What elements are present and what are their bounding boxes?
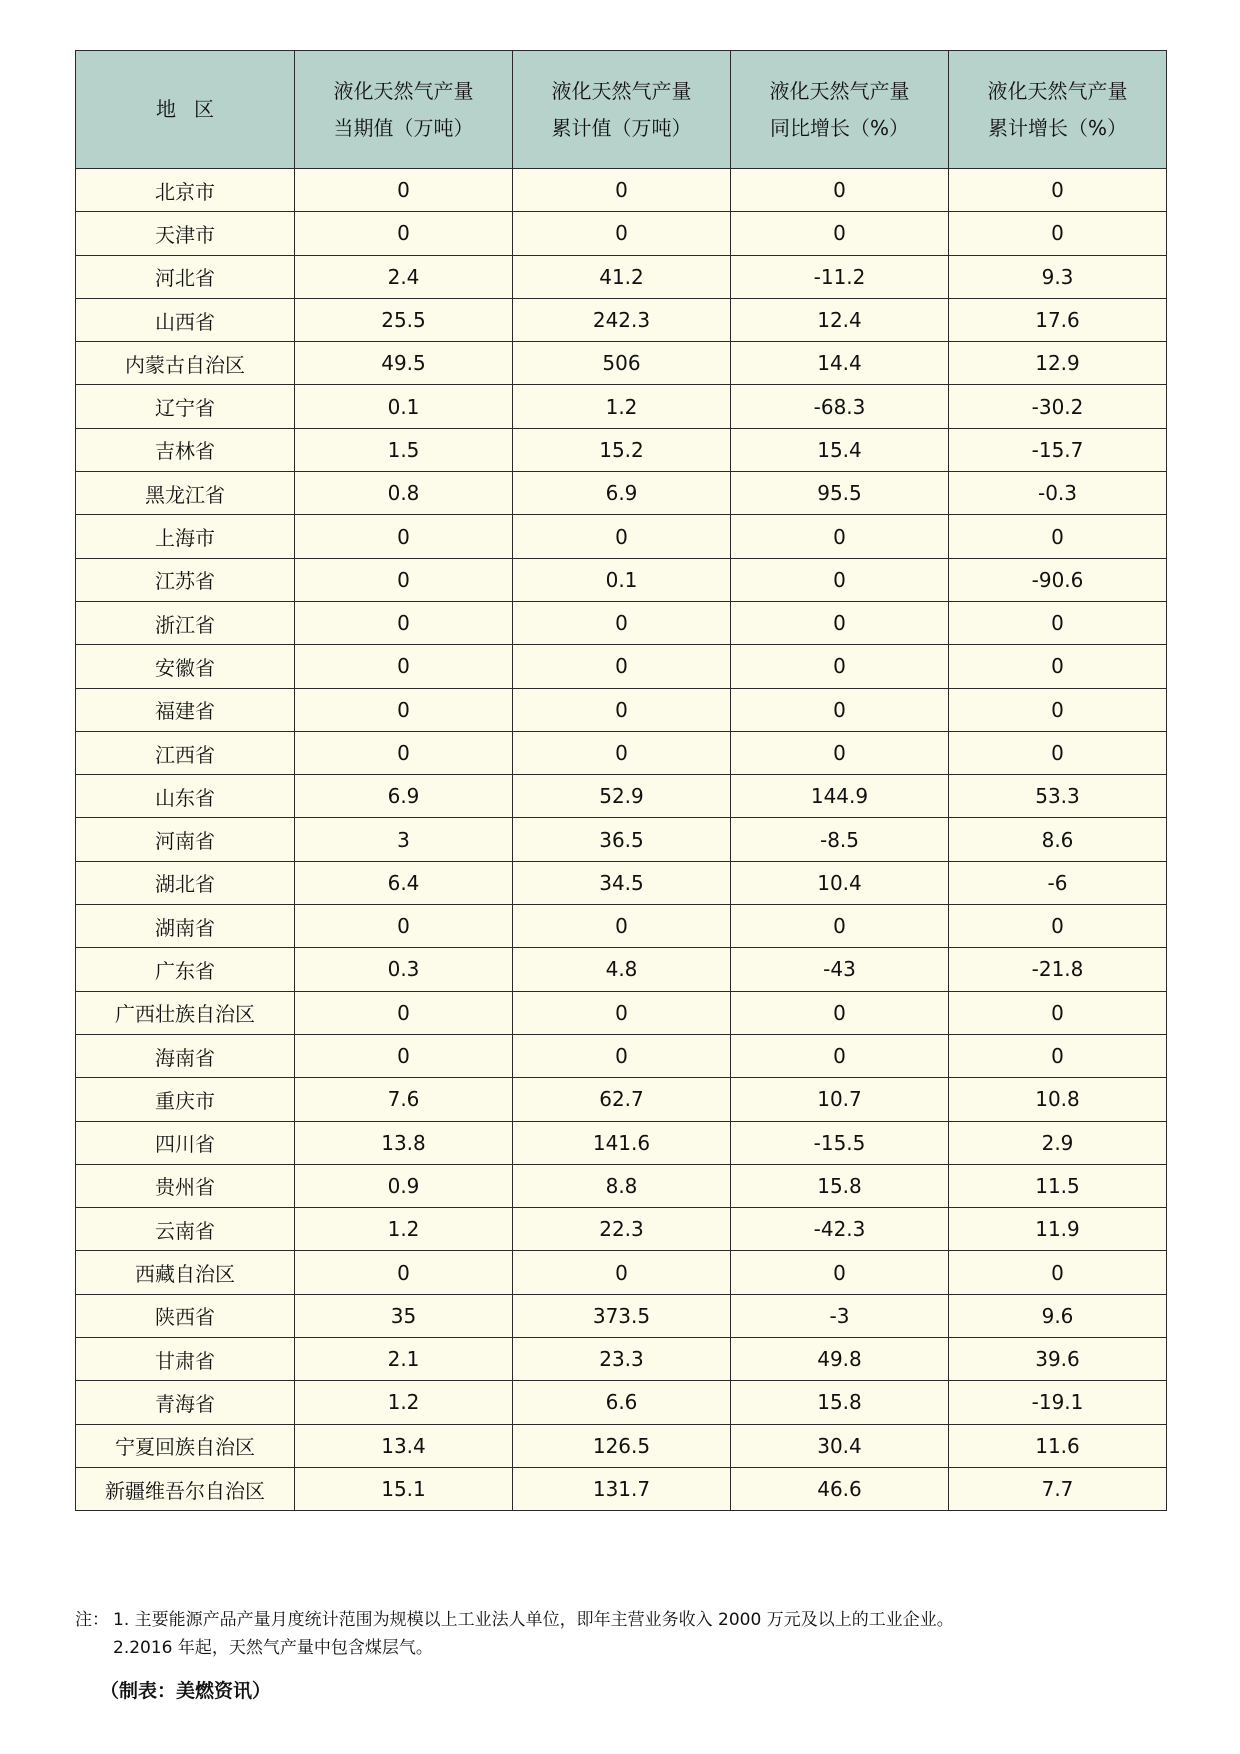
value-cell: 22.3 [513, 1208, 731, 1251]
header-col-3 [731, 51, 949, 169]
value-cell: 39.6 [949, 1338, 1167, 1381]
region-cell: 云南省 [76, 1208, 295, 1251]
value-cell: 0 [949, 601, 1167, 644]
header-col-2 [513, 51, 731, 169]
table-header [76, 51, 1167, 169]
value-cell: 15.2 [513, 428, 731, 471]
value-cell: -3 [731, 1294, 949, 1337]
value-cell: 1.2 [295, 1381, 513, 1424]
value-cell: 30.4 [731, 1424, 949, 1467]
value-cell: 4.8 [513, 948, 731, 991]
value-cell: 49.8 [731, 1338, 949, 1381]
value-cell: -30.2 [949, 385, 1167, 428]
note-label: 注： [75, 1610, 109, 1630]
table-row [76, 1164, 1167, 1207]
region-cell: 内蒙古自治区 [76, 342, 295, 385]
value-cell: 2.4 [295, 255, 513, 298]
header-line: 液化天然气产量 [987, 78, 1128, 103]
value-cell: 0.3 [295, 948, 513, 991]
value-cell: 0 [513, 645, 731, 688]
value-cell: 36.5 [513, 818, 731, 861]
header-line: 液化天然气产量 [769, 78, 910, 103]
value-cell: 62.7 [513, 1078, 731, 1121]
value-cell: 6.9 [295, 775, 513, 818]
value-cell: 0 [949, 905, 1167, 948]
region-cell: 甘肃省 [76, 1338, 295, 1381]
value-cell: 0 [295, 1251, 513, 1294]
value-cell: 95.5 [731, 472, 949, 515]
value-cell: 0 [295, 515, 513, 558]
region-cell: 广东省 [76, 948, 295, 991]
value-cell: 0 [731, 1251, 949, 1294]
region-cell: 重庆市 [76, 1078, 295, 1121]
value-cell: 0 [731, 645, 949, 688]
value-cell: 0 [949, 1251, 1167, 1294]
value-cell: -19.1 [949, 1381, 1167, 1424]
region-cell: 河北省 [76, 255, 295, 298]
value-cell: 0 [513, 905, 731, 948]
header-line: 累计增长（%） [987, 115, 1127, 140]
value-cell: 0.8 [295, 472, 513, 515]
table-row [76, 428, 1167, 471]
table-row [76, 991, 1167, 1034]
value-cell: -42.3 [731, 1208, 949, 1251]
table-row [76, 1078, 1167, 1121]
value-cell: 0 [731, 991, 949, 1034]
value-cell: 141.6 [513, 1121, 731, 1164]
region-cell: 江苏省 [76, 558, 295, 601]
region-cell: 河南省 [76, 818, 295, 861]
value-cell: 0 [731, 1034, 949, 1077]
value-cell: 15.4 [731, 428, 949, 471]
value-cell: 53.3 [949, 775, 1167, 818]
table-row [76, 255, 1167, 298]
value-cell: 3 [295, 818, 513, 861]
value-cell: -15.7 [949, 428, 1167, 471]
header-line: 累计值（万吨） [551, 115, 692, 140]
value-cell: 1.2 [513, 385, 731, 428]
header-row [76, 51, 1167, 169]
table-row [76, 1424, 1167, 1467]
region-cell: 黑龙江省 [76, 472, 295, 515]
table-row [76, 948, 1167, 991]
value-cell: 0 [949, 688, 1167, 731]
region-cell: 陕西省 [76, 1294, 295, 1337]
value-cell: 6.4 [295, 861, 513, 904]
value-cell: 0 [513, 601, 731, 644]
header-col-4 [949, 51, 1167, 169]
value-cell: 35 [295, 1294, 513, 1337]
region-cell: 新疆维吾尔自治区 [76, 1467, 295, 1510]
table-row [76, 1294, 1167, 1337]
value-cell: 0 [513, 1251, 731, 1294]
value-cell: 0 [949, 1034, 1167, 1077]
value-cell: 0.9 [295, 1164, 513, 1207]
value-cell: 0 [513, 731, 731, 774]
value-cell: 1.2 [295, 1208, 513, 1251]
value-cell: 13.8 [295, 1121, 513, 1164]
header-line: 当期值（万吨） [333, 115, 474, 140]
table-row [76, 385, 1167, 428]
table-row [76, 861, 1167, 904]
region-cell: 北京市 [76, 169, 295, 212]
table-body [76, 169, 1167, 1511]
value-cell: 14.4 [731, 342, 949, 385]
value-cell: 0 [949, 731, 1167, 774]
table-row [76, 1381, 1167, 1424]
region-cell: 贵州省 [76, 1164, 295, 1207]
value-cell: 0 [949, 645, 1167, 688]
value-cell: 373.5 [513, 1294, 731, 1337]
value-cell: 506 [513, 342, 731, 385]
value-cell: 6.9 [513, 472, 731, 515]
value-cell: 0 [731, 169, 949, 212]
value-cell: -90.6 [949, 558, 1167, 601]
value-cell: 0 [731, 558, 949, 601]
value-cell: 2.1 [295, 1338, 513, 1381]
table-row [76, 731, 1167, 774]
value-cell: 13.4 [295, 1424, 513, 1467]
value-cell: 41.2 [513, 255, 731, 298]
value-cell: 49.5 [295, 342, 513, 385]
header-line: 液化天然气产量 [551, 78, 692, 103]
value-cell: 9.3 [949, 255, 1167, 298]
value-cell: 10.4 [731, 861, 949, 904]
table-row [76, 472, 1167, 515]
value-cell: 1.5 [295, 428, 513, 471]
region-cell: 青海省 [76, 1381, 295, 1424]
value-cell: 15.1 [295, 1467, 513, 1510]
value-cell: -68.3 [731, 385, 949, 428]
table-row [76, 212, 1167, 255]
header-col-1 [295, 51, 513, 169]
table-row [76, 1121, 1167, 1164]
value-cell: 242.3 [513, 298, 731, 341]
region-cell: 江西省 [76, 731, 295, 774]
region-cell: 四川省 [76, 1121, 295, 1164]
value-cell: 0 [731, 601, 949, 644]
value-cell: 0 [295, 601, 513, 644]
value-cell: 12.9 [949, 342, 1167, 385]
value-cell: 0 [949, 991, 1167, 1034]
value-cell: 7.6 [295, 1078, 513, 1121]
header-line: 液化天然气产量 [333, 78, 474, 103]
header-line: 同比增长（%） [769, 115, 909, 140]
value-cell: 0 [295, 688, 513, 731]
value-cell: 0 [295, 991, 513, 1034]
value-cell: 23.3 [513, 1338, 731, 1381]
value-cell: 0 [949, 212, 1167, 255]
value-cell: -6 [949, 861, 1167, 904]
table-row [76, 775, 1167, 818]
value-cell: 52.9 [513, 775, 731, 818]
region-cell: 西藏自治区 [76, 1251, 295, 1294]
region-cell: 湖南省 [76, 905, 295, 948]
region-cell: 宁夏回族自治区 [76, 1424, 295, 1467]
region-cell: 辽宁省 [76, 385, 295, 428]
region-cell: 吉林省 [76, 428, 295, 471]
value-cell: 11.5 [949, 1164, 1167, 1207]
value-cell: 0 [513, 991, 731, 1034]
value-cell: 0 [731, 212, 949, 255]
value-cell: 34.5 [513, 861, 731, 904]
value-cell: 0 [295, 731, 513, 774]
value-cell: 10.7 [731, 1078, 949, 1121]
value-cell: 0.1 [295, 385, 513, 428]
value-cell: -8.5 [731, 818, 949, 861]
table-row [76, 558, 1167, 601]
table-row [76, 298, 1167, 341]
region-cell: 天津市 [76, 212, 295, 255]
value-cell: 0 [513, 212, 731, 255]
value-cell: 0 [949, 515, 1167, 558]
note-text-1: 1. 主要能源产品产量月度统计范围为规模以上工业法人单位，即年主营业务收入 2000 万元及以上的工业企业。 [113, 1610, 954, 1630]
value-cell: 6.6 [513, 1381, 731, 1424]
region-cell: 浙江省 [76, 601, 295, 644]
value-cell: 0 [731, 731, 949, 774]
value-cell: 0.1 [513, 558, 731, 601]
region-cell: 海南省 [76, 1034, 295, 1077]
value-cell: 15.8 [731, 1164, 949, 1207]
value-cell: 8.6 [949, 818, 1167, 861]
value-cell: 11.6 [949, 1424, 1167, 1467]
region-cell: 广西壮族自治区 [76, 991, 295, 1034]
table-row [76, 169, 1167, 212]
value-cell: -43 [731, 948, 949, 991]
value-cell: 0 [513, 1034, 731, 1077]
value-cell: 12.4 [731, 298, 949, 341]
table-row [76, 818, 1167, 861]
value-cell: 0 [731, 688, 949, 731]
table-row [76, 1338, 1167, 1381]
value-cell: 0 [513, 515, 731, 558]
region-cell: 安徽省 [76, 645, 295, 688]
value-cell: 0 [731, 905, 949, 948]
table-row [76, 601, 1167, 644]
value-cell: 8.8 [513, 1164, 731, 1207]
table-row [76, 688, 1167, 731]
table-row [76, 1467, 1167, 1510]
value-cell: 15.8 [731, 1381, 949, 1424]
value-cell: 0 [949, 169, 1167, 212]
value-cell: 0 [295, 169, 513, 212]
note-line-1 [75, 1606, 1175, 1634]
region-cell: 福建省 [76, 688, 295, 731]
value-cell: 11.9 [949, 1208, 1167, 1251]
value-cell: 0 [295, 558, 513, 601]
value-cell: -21.8 [949, 948, 1167, 991]
table-row [76, 1208, 1167, 1251]
table-row [76, 1251, 1167, 1294]
region-cell: 上海市 [76, 515, 295, 558]
value-cell: 0 [295, 212, 513, 255]
region-cell: 湖北省 [76, 861, 295, 904]
region-cell: 山东省 [76, 775, 295, 818]
value-cell: 46.6 [731, 1467, 949, 1510]
notes [75, 1606, 1175, 1662]
value-cell: 0 [295, 905, 513, 948]
value-cell: 2.9 [949, 1121, 1167, 1164]
header-line: 地区 [156, 97, 232, 121]
value-cell: 25.5 [295, 298, 513, 341]
value-cell: 0 [295, 1034, 513, 1077]
value-cell: 7.7 [949, 1467, 1167, 1510]
value-cell: 0 [731, 515, 949, 558]
table-row [76, 905, 1167, 948]
value-cell: 0 [513, 688, 731, 731]
table-credit: （制表：美燃资讯） [100, 1680, 272, 1702]
value-cell: 0 [513, 169, 731, 212]
region-cell: 山西省 [76, 298, 295, 341]
note-text-2: 2.2016 年起，天然气产量中包含煤层气。 [113, 1638, 433, 1658]
lng-production-table [75, 50, 1167, 1511]
value-cell: 10.8 [949, 1078, 1167, 1121]
table-row [76, 645, 1167, 688]
table-row [76, 342, 1167, 385]
table-row [76, 515, 1167, 558]
value-cell: 144.9 [731, 775, 949, 818]
value-cell: 0 [295, 645, 513, 688]
table-row [76, 1034, 1167, 1077]
value-cell: 126.5 [513, 1424, 731, 1467]
value-cell: 9.6 [949, 1294, 1167, 1337]
header-region [76, 51, 295, 169]
value-cell: 17.6 [949, 298, 1167, 341]
value-cell: -0.3 [949, 472, 1167, 515]
value-cell: -11.2 [731, 255, 949, 298]
value-cell: -15.5 [731, 1121, 949, 1164]
value-cell: 131.7 [513, 1467, 731, 1510]
